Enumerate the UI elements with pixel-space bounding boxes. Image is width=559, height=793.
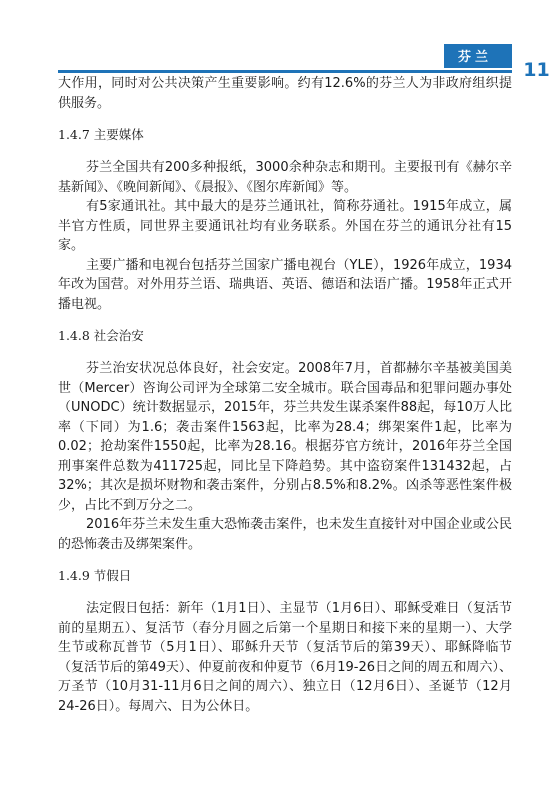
paragraph: 法定假日包括：新年（1月1日）、主显节（1月6日）、耶稣受难日（复活节前的星期五）、复活节（春分月圆之后第一个星期日和接下来的星期一）、大学生节或称瓦普节（5月1日）、耶稣升天节（复活节后的第39天）、耶稣降临节（复活节后的第49天）、仲夏前夜和仲夏节（6月19-26日之间的周五和周六）、万圣节（10月31-11月6日之间的周六）、独立日（12月6日）、圣诞节（12月24-26日）。每周六、日为公休日。	[58, 601, 512, 714]
section-heading-public-security: 1.4.8 社会治安	[58, 328, 144, 343]
page-number: 11	[523, 59, 550, 81]
paragraph: 有5家通讯社。其中最大的是芬兰通讯社，简称芬通社。1915年成立，属半官方性质，同世界主要通讯社均有业务联系。外国在芬兰的通讯分社有15家。	[58, 199, 512, 253]
paragraph: 芬兰治安状况总体良好，社会安定。2008年7月，首都赫尔辛基被美国美世（Mercer）咨询公司评为全球第二安全城市。联合国毒品和犯罪问题办事处（UNODC）统计数据显示，2015年，芬兰共发生谋杀案件88起，每10万人比率（下同）为1.6；袭击案件1563起，比率为28.4；绑架案件1起，比率为0.02；抢劫案件1550起，比率为28.16。根据芬官方统计，2016年芬兰全国刑事案件总数为411725起，同比呈下降趋势。其中盗窃案件131432起，占32%；其次是损坏财物和袭击案件，分别占8.5%和8.2%。凶杀等恶性案件极少，占比不到万分之二。	[58, 361, 512, 513]
paragraph-continued: 大作用，同时对公共决策产生重要影响。约有12.6%的芬兰人为非政府组织提供服务。	[58, 76, 512, 111]
page-body	[58, 74, 512, 716]
section-heading-media: 1.4.7 主要媒体	[58, 127, 144, 142]
header-rule	[58, 70, 512, 73]
paragraph: 芬兰全国共有200多种报纸，3000余种杂志和期刊。主要报刊有《赫尔辛基新闻》、《晚间新闻》、《晨报》、《图尔库新闻》等。	[58, 160, 512, 195]
paragraph: 2016年芬兰未发生重大恐怖袭击案件，也未发生直接针对中国企业或公民的恐怖袭击及绑架案件。	[58, 517, 512, 552]
paragraph: 主要广播和电视台包括芬兰国家广播电视台（YLE），1926年成立，1934年改为国营。对外用芬兰语、瑞典语、英语、德语和法语广播。1958年正式开播电视。	[58, 257, 512, 312]
running-header-title: 芬兰	[458, 50, 493, 65]
section-heading-holidays: 1.4.9 节假日	[58, 568, 132, 583]
